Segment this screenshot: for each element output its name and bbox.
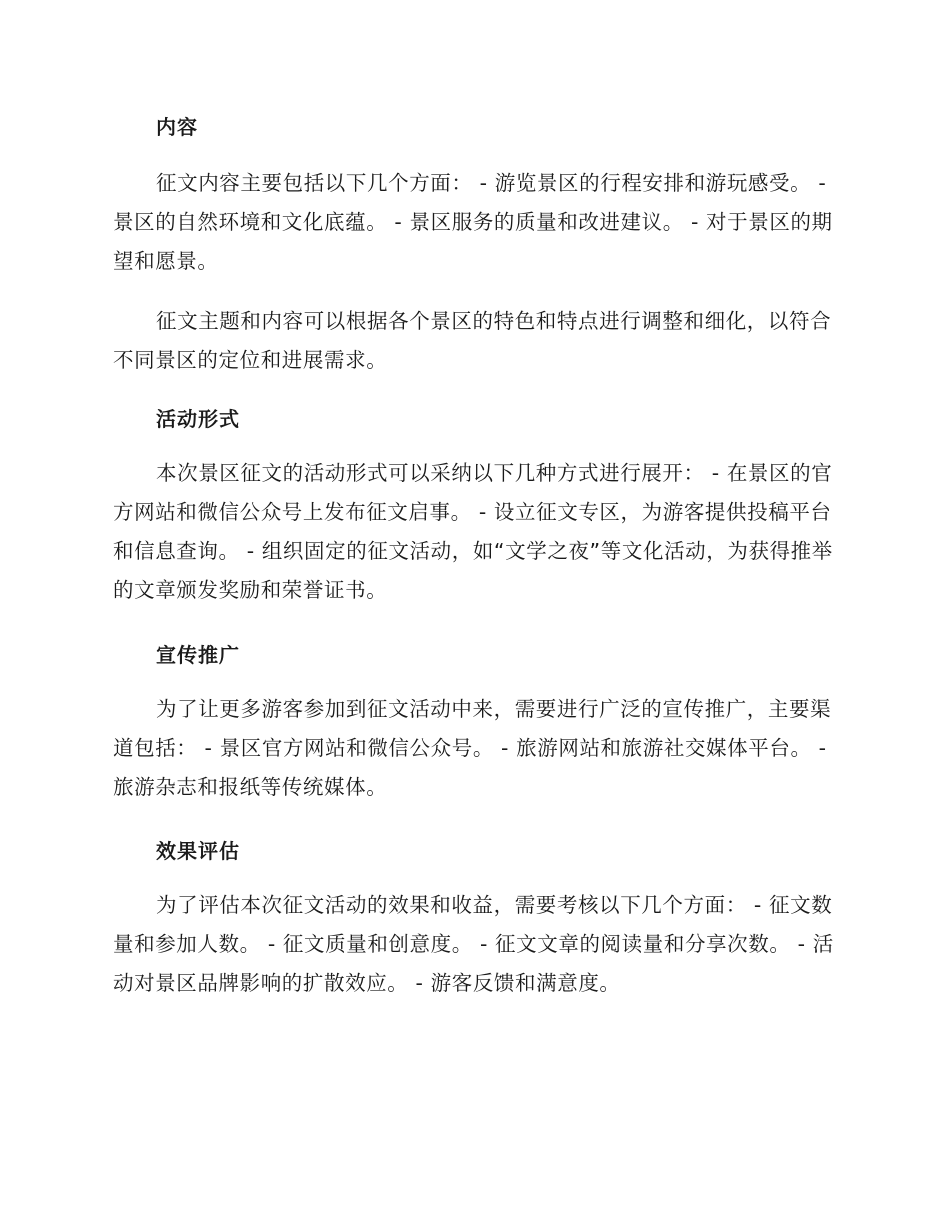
paragraph-content-items: 征文内容主要包括以下几个方面： - 游览景区的行程安排和游玩感受。 - 景区的自然环境和文化底蕴。 - 景区服务的质量和改进建议。 - 对于景区的期望和愿景。 xyxy=(113,171,833,273)
section-heading-evaluation: 效果评估 xyxy=(156,839,240,863)
paragraph-content-note: 征文主题和内容可以根据各个景区的特色和特点进行调整和细化，以符合不同景区的定位和进展需求。 xyxy=(113,309,832,372)
section-heading-promotion: 宣传推广 xyxy=(156,643,240,667)
section-heading-content: 内容 xyxy=(156,115,198,139)
paragraph-evaluation: 为了评估本次征文活动的效果和收益，需要考核以下几个方面： - 征文数量和参加人数。 - 征文质量和创意度。 - 征文文章的阅读量和分享次数。 - 活动对景区品牌影响的扩散效应。 - 游客反馈和满意度。 xyxy=(113,893,834,995)
paragraph-promotion: 为了让更多游客参加到征文活动中来，需要进行广泛的宣传推广，主要渠道包括： - 景区官方网站和微信公众号。 - 旅游网站和旅游社交媒体平台。 - 旅游杂志和报纸等传统媒体。 xyxy=(113,697,832,799)
section-heading-activity-format: 活动形式 xyxy=(156,407,240,431)
paragraph-activity-format: 本次景区征文的活动形式可以采纳以下几种方式进行展开： - 在景区的官方网站和微信公众号上发布征文启事。 - 设立征文专区，为游客提供投稿平台和信息查询。 - 组织固定的征文活动，如“文学之夜”等文化活动，为获得推举的文章颁发奖励和荣誉证书。 xyxy=(113,461,833,602)
